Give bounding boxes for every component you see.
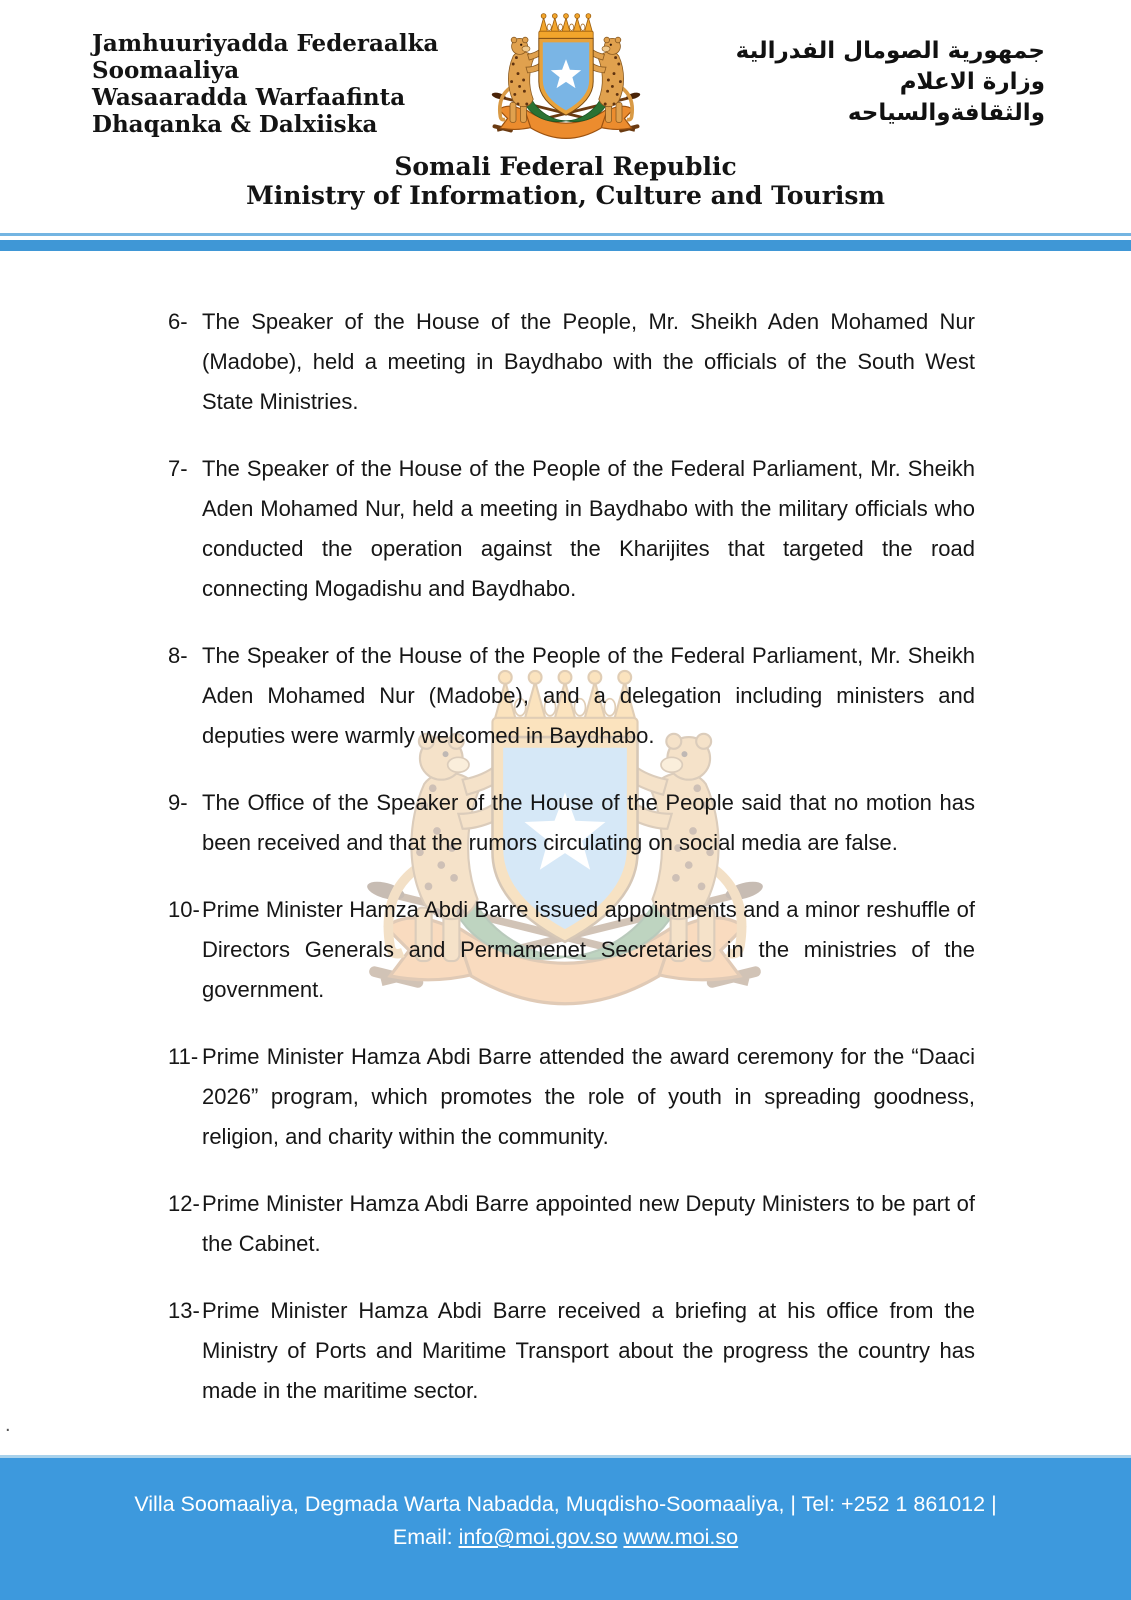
footer-address-line: Villa Soomaaliya, Degmada Warta Nabadda, Muqdisho-Soomaaliya, | Tel: +252 1 861012 | bbox=[134, 1492, 997, 1516]
item-text: Prime Minister Hamza Abdi Barre issued appointments and a minor reshuffle of Directors Generals and Permamenet Secretaries in the ministries of the government. bbox=[202, 897, 975, 1002]
item-number: 9- bbox=[168, 790, 188, 815]
ministry-title-somali-line: Jamhuuriyadda Federaalka bbox=[92, 30, 439, 57]
news-item-6 bbox=[168, 302, 975, 422]
ministry-title-somali-line: Soomaaliya bbox=[92, 57, 240, 84]
news-item-12 bbox=[168, 1184, 975, 1264]
item-text: Prime Minister Hamza Abdi Barre attended the award ceremony for the “Daaci 2026” program, which promotes the role of youth in spreading goodness, religion, and charity within the community. bbox=[202, 1044, 975, 1149]
ministry-title-somali-line: Dhaqanka & Dalxiiska bbox=[92, 111, 378, 138]
ministry-title-arabic-line: وزارة الاعلام bbox=[899, 69, 1045, 95]
news-item-10 bbox=[168, 890, 975, 1010]
header-rule-thin bbox=[0, 233, 1131, 236]
news-item-13 bbox=[168, 1291, 975, 1411]
country-title: Somali Federal Republic bbox=[394, 152, 737, 181]
ministry-title-arabic-line: جمهورية الصومال الفدرالية bbox=[735, 38, 1045, 64]
email-link[interactable]: info@moi.gov.so bbox=[458, 1525, 618, 1549]
ministry-title: Ministry of Information, Culture and Tourism bbox=[246, 181, 885, 210]
email-label: Email: bbox=[392, 1525, 453, 1549]
footer-bar bbox=[0, 1455, 1131, 1600]
item-text: Prime Minister Hamza Abdi Barre received a briefing at his office from the Ministry of Ports and Maritime Transport about the progress the country has made in the maritime sector. bbox=[202, 1298, 975, 1403]
item-text: The Speaker of the House of the People, Mr. Sheikh Aden Mohamed Nur (Madobe), held a meeting in Baydhabo with the officials of the South West State Ministries. bbox=[202, 309, 975, 414]
item-number: 7- bbox=[168, 456, 188, 481]
ministry-title-somali-line: Wasaaradda Warfaafinta bbox=[92, 84, 406, 111]
item-number: 11- bbox=[168, 1044, 199, 1069]
item-text: The Office of the Speaker of the House of the People said that no motion has been received and that the rumors circulating on social media are false. bbox=[202, 790, 975, 855]
item-text: The Speaker of the House of the People of the Federal Parliament, Mr. Sheikh Aden Mohamed Nur, held a meeting in Baydhabo with the military officials who conducted the operation against the Kharijites that targeted the road connecting Mogadishu and Baydhabo. bbox=[202, 456, 975, 601]
item-number: 12- bbox=[168, 1191, 200, 1216]
header-rule-thick bbox=[0, 240, 1131, 251]
news-item-8 bbox=[168, 636, 975, 756]
ministry-title-english bbox=[0, 152, 1131, 210]
news-item-11 bbox=[168, 1037, 975, 1157]
stray-period-mark: . bbox=[5, 1414, 11, 1436]
ministry-title-arabic-line: والثقافةوالسياحه bbox=[847, 100, 1045, 126]
item-text: Prime Minister Hamza Abdi Barre appointed new Deputy Ministers to be part of the Cabinet. bbox=[202, 1191, 975, 1256]
ministry-title-arabic bbox=[715, 36, 1045, 129]
ministry-title-somali bbox=[92, 30, 472, 138]
somalia-coat-of-arms-icon bbox=[478, 8, 654, 152]
footer-contact-line bbox=[0, 1521, 1131, 1554]
item-number: 13- bbox=[168, 1298, 200, 1323]
item-text: The Speaker of the House of the People of the Federal Parliament, Mr. Sheikh Aden Mohamed Nur (Madobe), and a delegation including ministers and deputies were warmly welcomed in Baydhabo. bbox=[202, 643, 975, 748]
news-item-7 bbox=[168, 449, 975, 609]
news-list bbox=[168, 302, 975, 1438]
item-number: 6- bbox=[168, 309, 188, 334]
website-link[interactable]: www.moi.so bbox=[623, 1525, 739, 1549]
item-number: 8- bbox=[168, 643, 188, 668]
item-number: 10- bbox=[168, 897, 200, 922]
news-item-9 bbox=[168, 783, 975, 863]
